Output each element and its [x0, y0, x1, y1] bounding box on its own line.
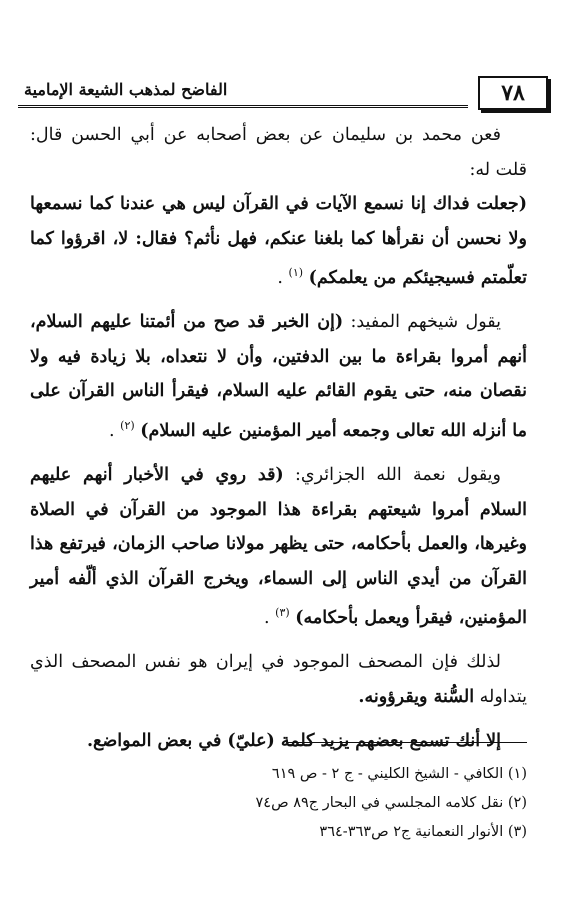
paragraph-1-intro: فعن محمد بن سليمان عن بعض أصحابه عن أبي الحسن قال: قلت له:: [30, 125, 527, 180]
footnote-1: (١) الكافي - الشيخ الكليني - ج ٢ - ص ٦١٩: [271, 766, 527, 782]
paragraph-4-intro: لذلك فإن المصحف الموجود في إيران هو نفس المصحف الذي يتداوله: [30, 652, 527, 707]
footnotes: [30, 760, 527, 847]
running-title: الفاضح لمذهب الشيعة الإمامية: [24, 80, 228, 99]
paragraph-1-quote: (جعلت فداك إنا نسمع الآيات في القرآن ليس هي عندنا كما نسمعها ولا نحسن أن نقرأها كما بلغنا عنكم، فهل نأثم؟ فقال: لا، اقرؤوا كما تعلّمتم فسيجيئكم من يعلمكم): [30, 194, 527, 288]
paragraph-3-end: .: [264, 607, 276, 628]
paragraph-2: [30, 305, 527, 448]
footnote-ref-2: (٢): [120, 418, 135, 432]
header-divider: [18, 105, 468, 108]
page-number: ٧٨: [478, 76, 548, 110]
paragraph-3: [30, 458, 527, 635]
paragraph-2-end: .: [109, 420, 121, 441]
footnote-3: (٣) الأنوار النعمانية ج٢ ص٣٦٣-٣٦٤: [319, 824, 527, 840]
paragraph-5-text: إلا أنك تسمع بعضهم يزيد كلمة (عليّ) في بعض المواضع.: [86, 731, 501, 752]
paragraph-3-intro: ويقول نعمة الله الجزائري:: [283, 465, 501, 486]
paragraph-2-intro: يقول شيخهم المفيد:: [343, 312, 501, 333]
paragraph-4: [30, 645, 527, 714]
footnote-ref-3: (٣): [275, 606, 290, 620]
paragraph-4-quote: السُّنة ويقرؤونه.: [358, 686, 475, 707]
footnote-divider: [287, 742, 527, 743]
footnote-ref-1: (١): [288, 266, 304, 279]
paragraph-1-end: .: [277, 267, 289, 288]
paragraph-1: [30, 118, 527, 295]
paragraph-3-quote: (قد روي في الأخبار أنهم عليهم السلام أمروا شيعتهم بقراءة هذا الموجود من القرآن في الصلاة وغيرها، والعمل بأحكامه، حتى يظهر مولانا صاحب الزمان، فيرتفع هذا القرآن من أيدي الناس إلى السماء، ويخرج القرآن الذي ألّفه أمير المؤمنين، فيقرأ ويعمل بأحكامه): [30, 465, 527, 628]
paragraph-2-quote: (إن الخبر قد صح من أئمتنا عليهم السلام، أنهم أمروا بقراءة ما بين الدفتين، وأن لا نتعداه، بلا زيادة فيه ولا نقصان منه، حتى يقوم القائم عليه السلام، فيقرأ الناس القرآن على ما أنزله الله تعالى وجمعه أمير المؤمنين عليه السلام): [30, 312, 527, 441]
page-header: [18, 76, 548, 110]
main-text: [30, 118, 527, 769]
footnote-2: (٢) نقل كلامه المجلسي في البحار ج٨٩ ص٧٤: [255, 795, 527, 811]
